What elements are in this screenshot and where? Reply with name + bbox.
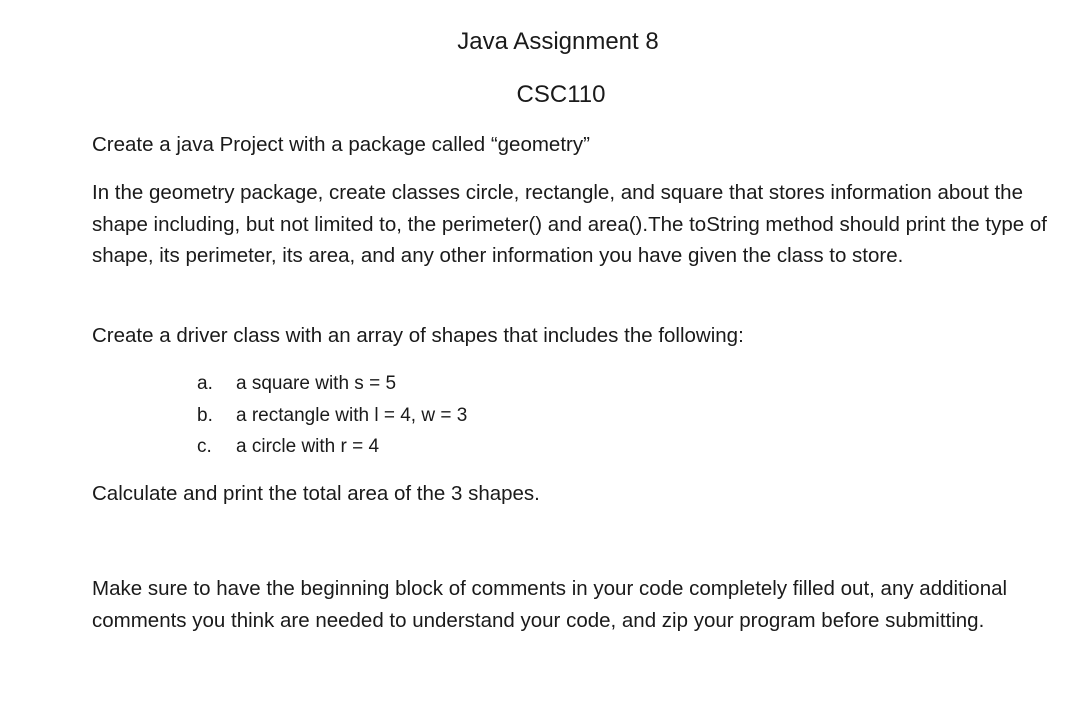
driver-paragraph: Create a driver class with an array of shapes that includes the following: [92,324,744,347]
list-item [197,368,467,400]
list-item-text: a rectangle with l = 4, w = 3 [236,404,468,426]
list-marker: c. [197,436,212,457]
list-item [197,400,467,432]
list-item [197,431,467,463]
list-marker: a. [197,373,213,394]
course-code: CSC110 [516,81,606,108]
list-item-text: a square with s = 5 [236,373,397,394]
page-title: Java Assignment 8 [457,28,659,55]
list-marker: b. [197,404,213,426]
shape-list [197,368,467,463]
intro-paragraph: Create a java Project with a package called “geometry” [92,133,590,156]
list-item-text: a circle with r = 4 [236,436,380,457]
calculate-paragraph: Calculate and print the total area of the 3 shapes. [92,482,540,505]
final-note-paragraph: Make sure to have the beginning block of comments in your code completely filled out, any additional comments you think are needed to understand your code, and zip your program before submitting. [92,577,1008,632]
description-paragraph: In the geometry package, create classes circle, rectangle, and square that stores information about the shape including, but not limited to, the perimeter() and area().The toString method should print the type of shape, its perimeter, its area, and any other information you have given the class to store. [92,181,1047,267]
